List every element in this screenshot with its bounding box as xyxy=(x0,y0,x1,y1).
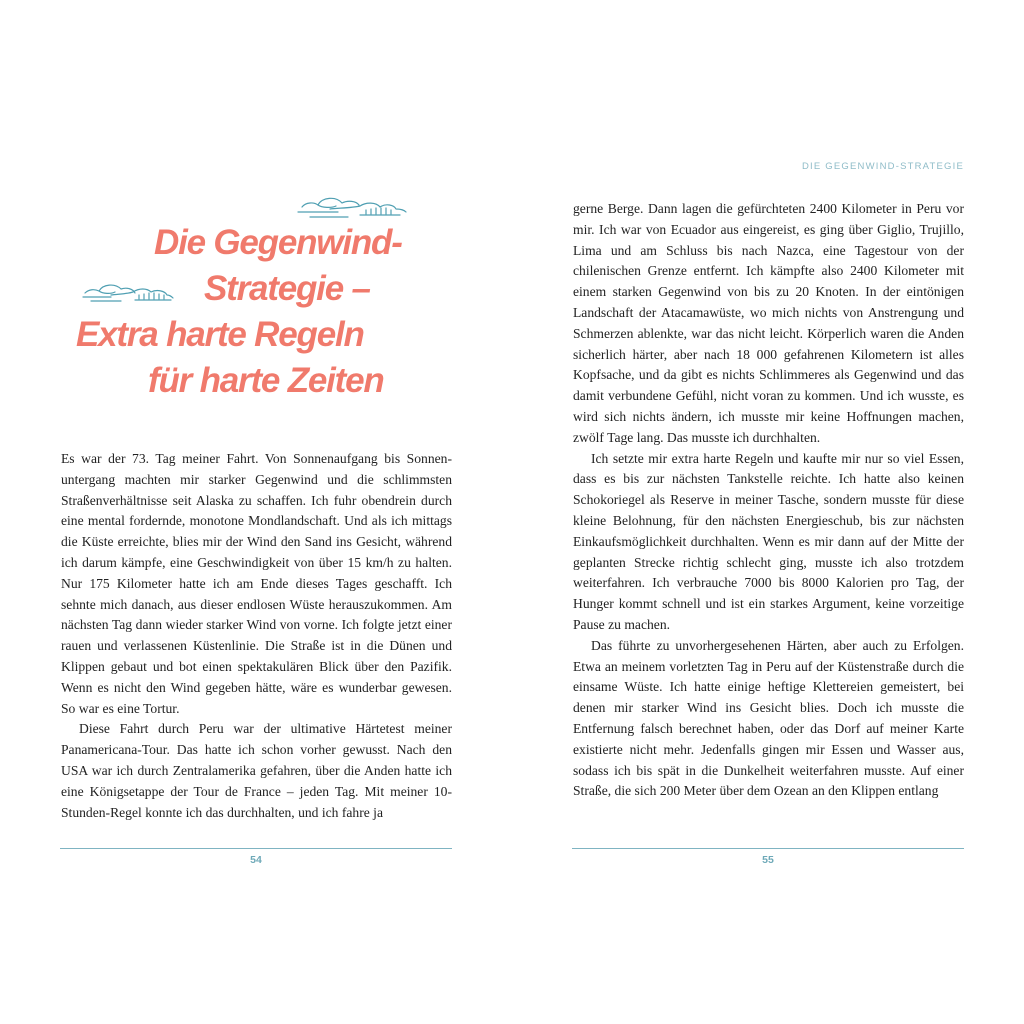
page-number: 55 xyxy=(762,854,774,866)
paragraph: Das führte zu unvorhergesehenen Härten, aber auch zu Erfolgen. Etwa an meinem vorletzten Tag in Peru auf der Küstenstraße durch die einsame Wüste. Ich hatte einige heftige Klettereien gemeistert, bei denen mir starker Wind ins Gesicht blies. Doch ich musste die Entfernung falsch berechnet haben, oder das Dorf auf meiner Karte existierte nicht mehr. Jedenfalls gingen mir Essen und Wasser aus, sodass ich bis spät in die Dunkelheit weiterfahren musste. Auf einer Straße, die sich 200 Meter über dem Ozean an den Klippen entlang xyxy=(573,637,964,799)
paragraph: gerne Berge. Dann lagen die gefürchteten 2400 Kilometer in Peru vor mir. Ich war von Ecuador aus eingereist, es ging über Giglio, Trujillo, Lima und am Schluss bis nach Nazca, eine Tagestour von der chilenischen Grenze entfernt. Ich kämpfte also 2400 Kilometer mit einem starken Gegenwind von bis zu 20 Knoten. In der eintönigen Landschaft der Atacamawüste, wo mich nichts von Anstrengung und Schmerzen ablenkte, war das nicht leicht. Körperlich waren die Anden sicherlich härter, aber nach 18 000 gefahrenen Kilometern ist alles Kopfsache, und da gibt es nichts Schlimmeres als Gegenwind und das damit verbundene Gefühl, nicht voran zu kommen. Und ich wusste, es wird sich nichts ändern, ich musste mir keine Hoffnungen machen, zwölf Tage lang. Das musste ich durchhalten. xyxy=(573,201,964,445)
chapter-title-line: Extra harte Regeln xyxy=(76,315,364,354)
chapter-title-line: für harte Zeiten xyxy=(148,361,384,400)
page-number: 54 xyxy=(250,854,262,866)
paragraph: Ich setzte mir extra harte Regeln und kaufte mir nur so viel Essen, dass es bis zur nächsten Tankstelle reichte. Ich hatte also keinen Schokoriegel als Reserve in meiner Tasche, sondern musste für diese kleine Belohnung, für den nächsten Energieschub, bis zur nächsten Einkaufsmöglichkeit durchhalten. Wenn es mir dann auf der Mitte der geplanten Strecke richtig schlecht ging, musste ich also trotzdem weiterfahren. Ich verbrauche 7000 bis 8000 Kalorien pro Tag, der Hunger kommt schnell und ist ein starkes Argument, keine vorzeitige Pause zu machen. xyxy=(573,450,964,632)
running-head: DIE GEGENWIND-STRATEGIE xyxy=(801,161,964,172)
footer-rule xyxy=(60,848,452,849)
body-text xyxy=(61,449,452,823)
cloud-icon xyxy=(296,193,408,221)
paragraph: Es war der 73. Tag meiner Fahrt. Von Sonnenaufgang bis Sonnenuntergang machten mir starker Gegenwind und die schlimmsten Straßenverhältnisse seit Alaska zu schaffen. Ich fuhr obendrein durch eine mental fordernde, monotone Mondlandschaft. Und als ich mittags die Küste erreichte, blies mir der Wind den Sand ins Gesicht, während ich darum kämpfe, eine Geschwindigkeit von über 15 km/h zu halten. Nur 175 Kilometer hatte ich am Ende dieses Tages geschafft. Ich sehnte mich danach, aus dieser endlosen Wüste herauszukommen. Am nächsten Tag dann wieder starker Wind von vorne. Ich folgte jetzt einer rauen und verlassenen Küstenlinie. Die Straße ist in die Dünen und Klippen gebaut und bot einen spektakulären Blick über den Pazifik. Wenn es nicht den Wind gegeben hätte, wäre es wunderbar gewesen. So war es eine Tortur. xyxy=(61,451,452,716)
chapter-title-line: Strategie – xyxy=(204,269,370,308)
footer-rule xyxy=(572,848,964,849)
right-page xyxy=(512,0,1024,1024)
chapter-title-line: Die Gegenwind- xyxy=(154,223,402,262)
body-text xyxy=(573,199,964,802)
chapter-title xyxy=(74,220,454,404)
paragraph: Diese Fahrt durch Peru war der ultimative Härtetest meiner Panamericana-Tour. Das hatte ich schon vorher gewusst. Nach den USA war ich durch Zentralamerika gefahren, über die Anden hatte ich eine Königsetappe der Tour de France – jeden Tag. Mit meiner 10-Stunden-Regel konnte ich das durchhalten, und ich fahre ja xyxy=(61,721,452,820)
